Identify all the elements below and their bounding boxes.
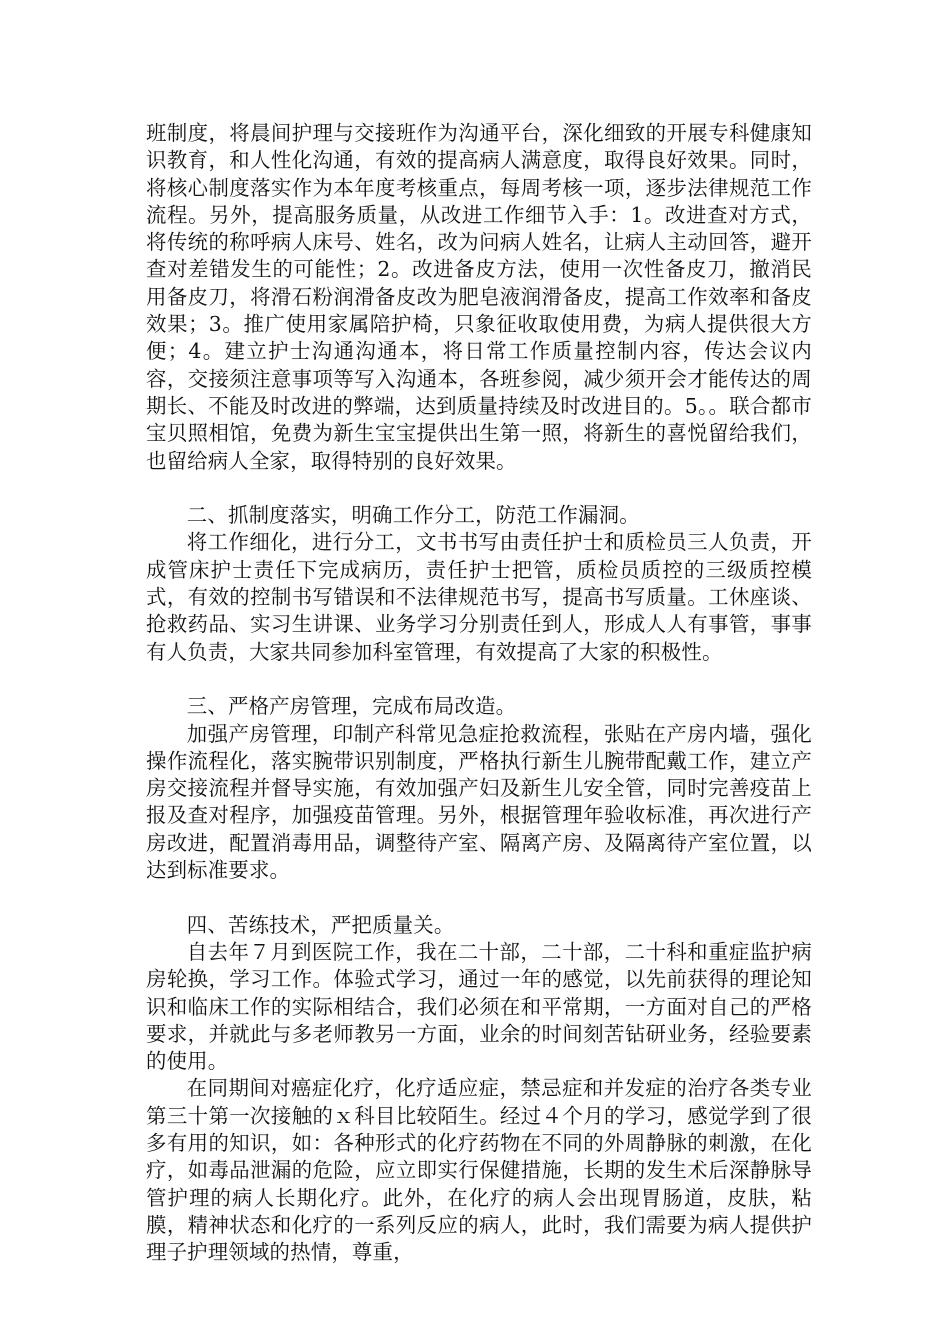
paragraph-gap [146,475,812,502]
paragraph-chemotherapy: 在同期间对癌症化疗，化疗适应症，禁忌症和并发症的治疗各类专业第三十第一次接触的ｘ科目比较陌生。经过４个月的学习，感觉学到了很多有用的知识，如：各种形式的化疗药物在不同的外周静脉的刺激，在化疗，如毒品泄漏的危险，应立即实行保健措施，长期的发生术后深静脉导管护理的病人长期化疗。此外，在化疗的病人会出现胃肠道，皮肤，粘膜，精神状态和化疗的一系列反应的病人，此时，我们需要为病人提供护理子护理领域的热情，尊重， [146,1076,812,1265]
paragraph-gap [146,666,812,693]
paragraph-work-division: 将工作细化，进行分工，文书书写由责任护士和质检员三人负责，开成管床护士责任下完成病历，责任护士把管，质检员质控的三级质控模式，有效的控制书写错误和不法律规范书写，提高书写质量。工休座谈、抢救药品、实习生讲课、业务学习分别责任到人，形成人人有事管，事事有人负责，大家共同参加科室管理，有效提高了大家的积极性。 [146,530,812,664]
paragraph-gap [146,884,812,911]
paragraph-shift-system: 班制度，将晨间护理与交接班作为沟通平台，深化细致的开展专科健康知识教育，和人性化沟通，有效的提高病人满意度，取得良好效果。同时，将核心制度落实作为本年度考核重点，每周考核一项，逐步法律规范工作流程。另外，提高服务质量，从改进工作细节入手：1。改进查对方式，将传统的称呼病人床号、姓名，改为问病人姓名，让病人主动回答，避开查对差错发生的可能性；2。改进备皮方法，使用一次性备皮刀，撤消民用备皮刀，将滑石粉润滑备皮改为肥皂液润滑备皮，提高工作效率和备皮效果；3。推广使用家属陪护椅，只象征收取使用费，为病人提供很大方便；4。建立护士沟通沟通本，将日常工作质量控制内容，传达会议内容，交接须注意事项等写入沟通本，各班参阅，减少须开会才能传达的周期长、不能及时改进的弊端，达到质量持续及时改进目的。5。。联合都市宝贝照相馆，免费为新生宝宝提供出生第一照，将新生的喜悦留给我们，也留给病人全家，取得特别的良好效果。 [146,121,812,473]
paragraph-training: 自去年７月到医院工作，我在二十部，二十部，二十科和重症监护病房轮换，学习工作。体验式学习，通过一年的感觉，以先前获得的理论知识和临床工作的实际相结合，我们必须在和平常期，一方面对自己的严格要求，并就此与多老师教另一方面，业余的时间刻苦钻研业务，经验要素的使用。 [146,939,812,1074]
document-page [146,120,812,1266]
section-heading-2: 二、抓制度落实，明确工作分工，防范工作漏洞。 [186,503,640,528]
section-heading-3: 三、严格产房管理，完成布局改造。 [186,694,517,719]
section-heading-4: 四、苦练技术，严把质量关。 [186,912,455,937]
paragraph-delivery-room: 加强产房管理，印制产科常见急症抢救流程，张贴在产房内墙，强化操作流程化，落实腕带识别制度，严格执行新生儿腕带配戴工作，建立产房交接流程并督导实施，有效加强产妇及新生儿安全管，同时完善疫苗上报及查对程序，加强疫苗管理。另外，根据管理年验收标准，再次进行产房改进，配置消毒用品，调整待产室、隔离产房、及隔离待产室位置，以达到标准要求。 [146,721,812,883]
